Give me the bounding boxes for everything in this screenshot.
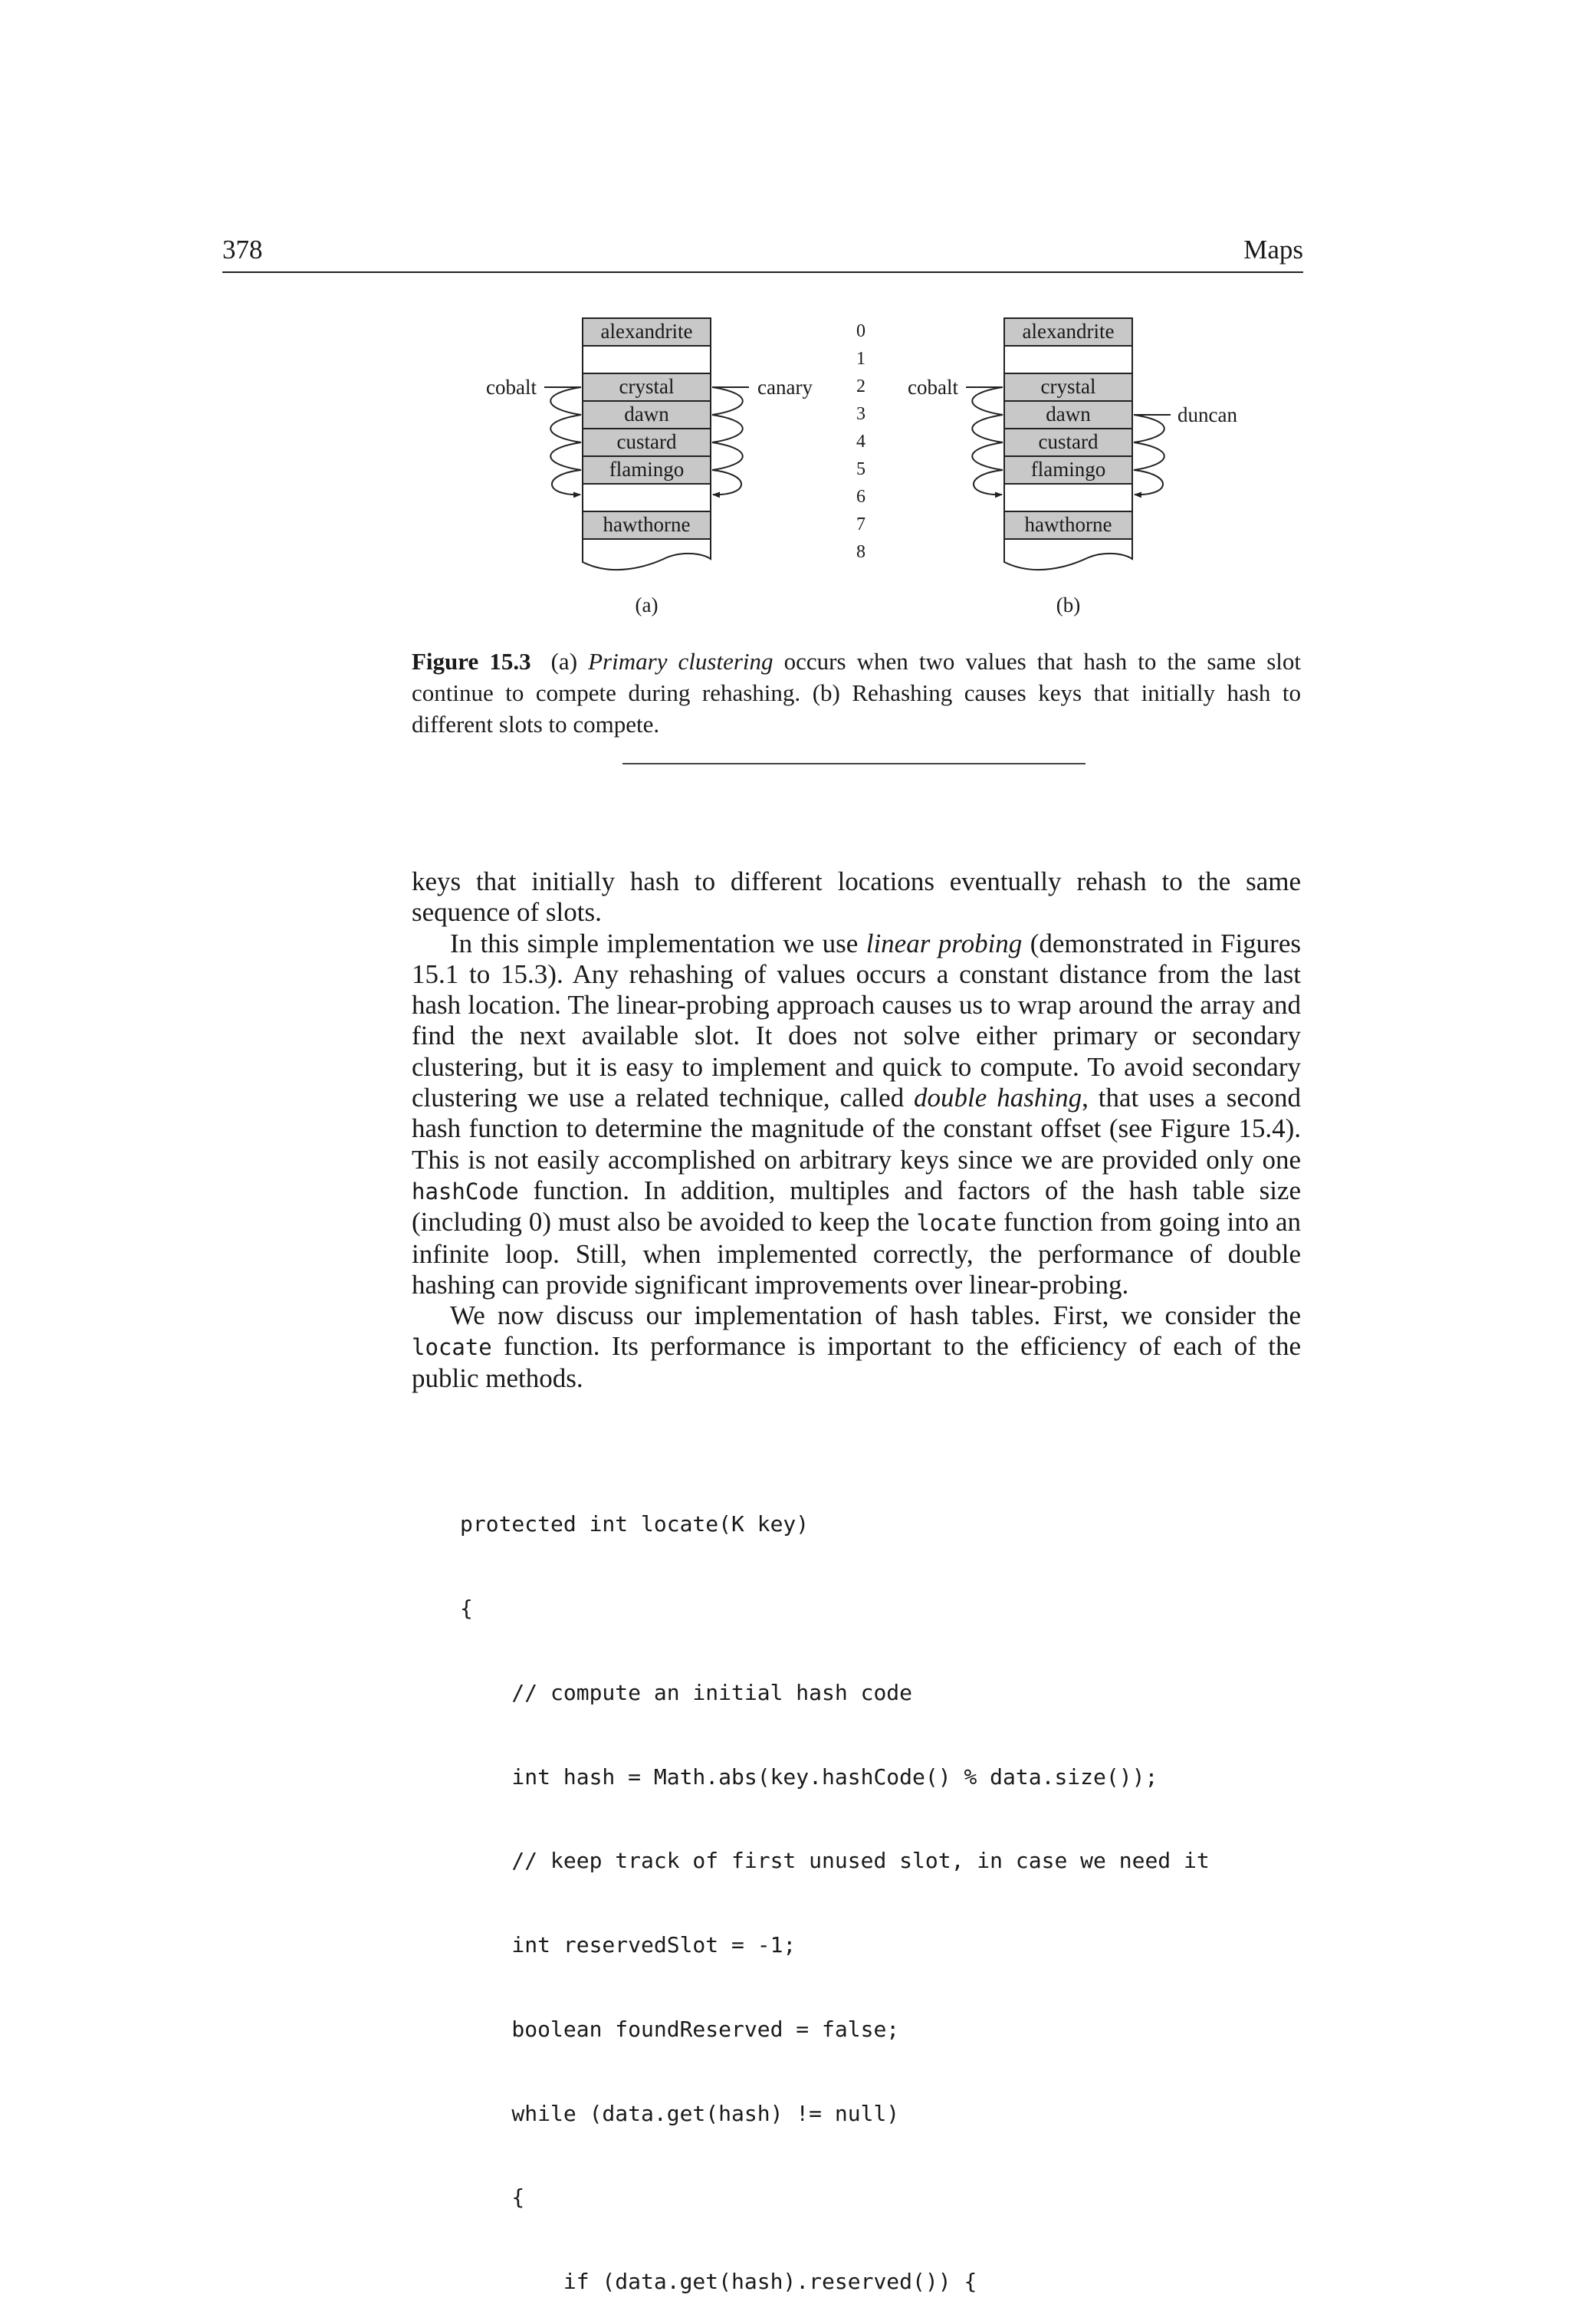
figure-diagram (429, 311, 1296, 617)
slot-index-label: 7 (856, 514, 865, 534)
panel-b-slot-label: crystal (1040, 375, 1096, 398)
p2-text-e: function from going into an infinite loop. Still, when implemented correctly, the performance of double hashing can provide significant improvements over linear-probing. (412, 1207, 1301, 1300)
paragraph-2 (412, 929, 1301, 1301)
figure-label: Figure 15.3 (412, 648, 531, 675)
panel-b-slot-6 (1004, 484, 1132, 511)
panel-b-torn-edge (1004, 539, 1132, 570)
panel-a-slot-label: crystal (619, 375, 675, 398)
caption-part-a-prefix: (a) (550, 648, 589, 675)
panel-b-slot-label: dawn (1046, 403, 1091, 426)
panel-a-slot-label: alexandrite (600, 320, 693, 343)
code-listing (460, 1455, 1303, 2324)
panel-a-slot-1 (583, 346, 711, 373)
caption-rest: occurs when two values that hash to the same slot continue to compete during rehashing. (b) Rehashing causes keys that initially hash to different slots to compete. (412, 648, 1302, 738)
slot-index-label: 1 (856, 349, 865, 369)
code-line: // compute an initial hash code (460, 1679, 913, 1705)
code-line: { (460, 2184, 525, 2211)
panel-b-right-key-label: duncan (1178, 403, 1237, 426)
panel-b-left-key-label: cobalt (908, 376, 958, 399)
panel-b-right-probe-path (1134, 415, 1164, 495)
panel-a-left-probe-path (550, 387, 581, 495)
slot-index-label: 0 (856, 321, 865, 341)
panel-b-slot-label: flamingo (1030, 458, 1106, 481)
p2-text-c: , that uses a second hash function to determine the magnitude of the constant offset (see Figure 15.4). This is not easily accomplished on arbitrary keys since we are provided only one (412, 1083, 1301, 1175)
p2-text-b: (demonstrated in Figures 15.1 to 15.3). Any rehashing of values occurs a constant distance from the last hash location. The linear-probing approach causes us to wrap around the array and find the next available slot. It does not solve either primary or secondary clustering, but it is easy to implement and quick to compute. To avoid secondary clustering we use a related technique, called (412, 928, 1301, 1113)
slot-index-label: 2 (856, 376, 865, 396)
panel-b-slot-1 (1004, 346, 1132, 373)
p3-text-a: We now discuss our implementation of hash tables. First, we consider the (450, 1300, 1301, 1331)
slot-index-label: 3 (856, 404, 865, 424)
page-number: 378 (222, 235, 263, 265)
term-double-hashing: double hashing (914, 1083, 1082, 1113)
panel-a-slot-6 (583, 484, 711, 511)
code-hashcode: hashCode (412, 1178, 519, 1205)
figure-hash-clustering (429, 311, 1296, 617)
term-linear-probing: linear probing (865, 928, 1023, 958)
code-line: while (data.get(hash) != null) (460, 2100, 900, 2126)
panel-a (486, 318, 813, 616)
slot-index-column (856, 321, 865, 562)
panel-b-slot-label: alexandrite (1022, 320, 1115, 343)
paragraph-1: keys that initially hash to different locations eventually rehash to the same sequence of slots. (412, 866, 1301, 928)
panel-a-slot-label: hawthorne (603, 513, 691, 536)
slot-index-label: 8 (856, 542, 865, 562)
panel-a-panel-label: (a) (635, 593, 659, 616)
code-line: if (data.get(hash).reserved()) { (460, 2269, 977, 2295)
panel-a-right-key-label: canary (757, 376, 813, 399)
panel-b-slot-label: custard (1038, 430, 1099, 453)
code-locate: locate (916, 1210, 997, 1237)
paragraph-3 (412, 1300, 1301, 1394)
code-line: // keep track of first unused slot, in case we need it (460, 1848, 1210, 1874)
header-rule (222, 271, 1303, 273)
panel-a-right-probe-path (712, 387, 743, 495)
caption-rule (622, 763, 1086, 764)
page-header (222, 235, 1303, 273)
panel-a-slot-label: custard (616, 430, 677, 453)
caption-term-primary-clustering: Primary clustering (588, 648, 774, 675)
p3-text-b: function. Its performance is important to the efficiency of each of the public methods. (412, 1331, 1301, 1393)
panel-a-left-key-label: cobalt (486, 376, 537, 399)
code-line: { (460, 1595, 473, 1621)
body-text (412, 866, 1301, 1394)
panel-a-torn-edge (583, 539, 711, 570)
code-line: int reservedSlot = -1; (460, 1932, 796, 1958)
panel-a-slot-label: dawn (624, 403, 669, 426)
panel-b (908, 318, 1237, 616)
slot-index-label: 5 (856, 459, 865, 479)
panel-b-slot-label: hawthorne (1024, 513, 1112, 536)
code-line: boolean foundReserved = false; (460, 2016, 900, 2042)
running-title: Maps (1243, 235, 1303, 265)
code-line: protected int locate(K key) (460, 1511, 810, 1537)
figure-caption (412, 646, 1301, 740)
panel-b-panel-label: (b) (1056, 593, 1081, 616)
code-line: int hash = Math.abs(key.hashCode() % data.size()); (460, 1764, 1158, 1790)
code-locate-2: locate (412, 1334, 492, 1361)
p2-text-a: In this simple implementation we use (450, 928, 866, 958)
slot-index-label: 6 (856, 487, 865, 507)
panel-a-slot-label: flamingo (609, 458, 685, 481)
p2-text-d: function. In addition, multiples and factors of the hash table size (including 0) must also be avoided to keep the (412, 1175, 1301, 1238)
slot-index-label: 4 (856, 432, 865, 452)
panel-b-left-probe-path (972, 387, 1003, 495)
